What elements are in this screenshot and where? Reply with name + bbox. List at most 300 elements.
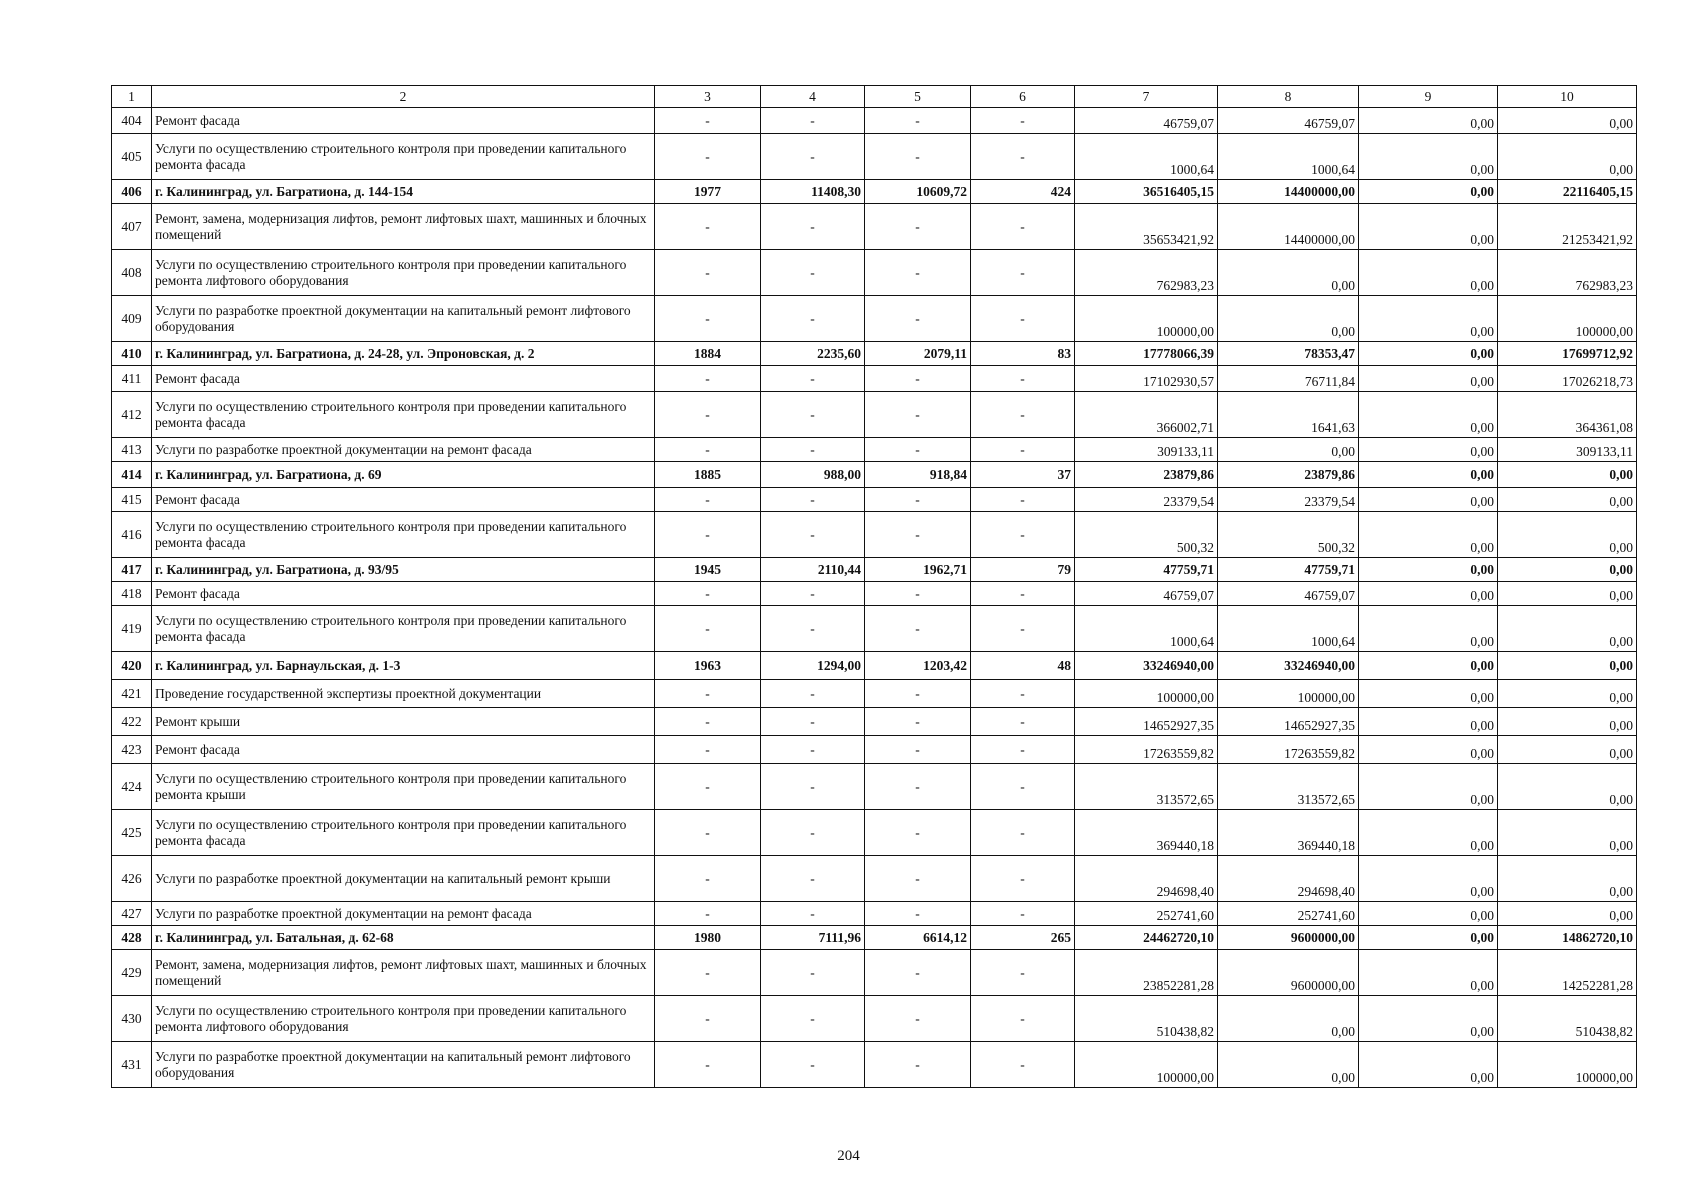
col-8-value: 23879,86 (1218, 462, 1359, 488)
col-4-value: - (761, 512, 865, 558)
col-4-value: - (761, 366, 865, 392)
col-7-value: 1000,64 (1075, 606, 1218, 652)
col-9-value: 0,00 (1359, 296, 1498, 342)
col-6-value: - (971, 1042, 1075, 1088)
row-number: 430 (112, 996, 152, 1042)
address-row (112, 180, 1637, 204)
col-9-value: 0,00 (1359, 134, 1498, 180)
col-5-value: - (865, 204, 971, 250)
col-4-value: - (761, 204, 865, 250)
col-8-value: 0,00 (1218, 996, 1359, 1042)
col-5-value: - (865, 250, 971, 296)
table-row (112, 680, 1637, 708)
row-description: Ремонт, замена, модернизация лифтов, ремонт лифтовых шахт, машинных и блочных помещений (152, 950, 655, 996)
col-10-value: 0,00 (1498, 652, 1637, 680)
col-5-value: - (865, 606, 971, 652)
col-7-value: 17263559,82 (1075, 736, 1218, 764)
col-7-value: 14652927,35 (1075, 708, 1218, 736)
col-10-value: 21253421,92 (1498, 204, 1637, 250)
col-7-value: 46759,07 (1075, 108, 1218, 134)
column-header-6: 6 (971, 86, 1075, 108)
col-5-value: - (865, 764, 971, 810)
col-10-value: 0,00 (1498, 810, 1637, 856)
table-row (112, 392, 1637, 438)
col-9-value: 0,00 (1359, 488, 1498, 512)
col-6-value: - (971, 512, 1075, 558)
col-10-value: 309133,11 (1498, 438, 1637, 462)
row-description: Услуги по разработке проектной документации на капитальный ремонт лифтового оборудования (152, 296, 655, 342)
col-6-value: - (971, 438, 1075, 462)
col-5-value: - (865, 902, 971, 926)
row-description: г. Калининград, ул. Багратиона, д. 144-154 (152, 180, 655, 204)
col-4-value: 988,00 (761, 462, 865, 488)
row-number: 417 (112, 558, 152, 582)
col-5-value: - (865, 680, 971, 708)
col-9-value: 0,00 (1359, 708, 1498, 736)
col-6-value: - (971, 488, 1075, 512)
col-8-value: 46759,07 (1218, 582, 1359, 606)
row-description: г. Калининград, ул. Багратиона, д. 69 (152, 462, 655, 488)
col-8-value: 0,00 (1218, 250, 1359, 296)
col-8-value: 9600000,00 (1218, 926, 1359, 950)
col-8-value: 369440,18 (1218, 810, 1359, 856)
row-number: 407 (112, 204, 152, 250)
col-4-value: - (761, 680, 865, 708)
column-header-4: 4 (761, 86, 865, 108)
row-number: 424 (112, 764, 152, 810)
col-8-value: 14652927,35 (1218, 708, 1359, 736)
col-4-value: 2235,60 (761, 342, 865, 366)
col-4-value: - (761, 996, 865, 1042)
row-description: Услуги по осуществлению строительного контроля при проведении капитального ремонта фасада (152, 392, 655, 438)
col-4-value: 2110,44 (761, 558, 865, 582)
col-6-value: - (971, 764, 1075, 810)
row-number: 421 (112, 680, 152, 708)
col-8-value: 33246940,00 (1218, 652, 1359, 680)
col-10-value: 0,00 (1498, 736, 1637, 764)
col-9-value: 0,00 (1359, 996, 1498, 1042)
row-description: Услуги по осуществлению строительного контроля при проведении капитального ремонта фасада (152, 810, 655, 856)
col-4-value: - (761, 1042, 865, 1088)
address-row (112, 462, 1637, 488)
col-5-value: 918,84 (865, 462, 971, 488)
row-number: 416 (112, 512, 152, 558)
row-description: Ремонт фасада (152, 488, 655, 512)
col-3-value: - (655, 996, 761, 1042)
col-4-value: - (761, 902, 865, 926)
col-7-value: 1000,64 (1075, 134, 1218, 180)
col-8-value: 1000,64 (1218, 606, 1359, 652)
col-10-value: 0,00 (1498, 134, 1637, 180)
col-9-value: 0,00 (1359, 736, 1498, 764)
col-7-value: 309133,11 (1075, 438, 1218, 462)
col-9-value: 0,00 (1359, 652, 1498, 680)
row-number: 411 (112, 366, 152, 392)
col-9-value: 0,00 (1359, 204, 1498, 250)
col-7-value: 35653421,92 (1075, 204, 1218, 250)
col-10-value: 0,00 (1498, 902, 1637, 926)
col-4-value: - (761, 488, 865, 512)
col-10-value: 0,00 (1498, 558, 1637, 582)
col-7-value: 33246940,00 (1075, 652, 1218, 680)
col-3-value: - (655, 606, 761, 652)
col-3-value: 1885 (655, 462, 761, 488)
col-3-value: - (655, 392, 761, 438)
col-3-value: 1884 (655, 342, 761, 366)
col-10-value: 0,00 (1498, 856, 1637, 902)
col-8-value: 14400000,00 (1218, 180, 1359, 204)
col-6-value: - (971, 810, 1075, 856)
col-7-value: 510438,82 (1075, 996, 1218, 1042)
col-7-value: 100000,00 (1075, 680, 1218, 708)
col-3-value: - (655, 708, 761, 736)
col-5-value: - (865, 1042, 971, 1088)
column-header-1: 1 (112, 86, 152, 108)
row-number: 404 (112, 108, 152, 134)
col-5-value: 2079,11 (865, 342, 971, 366)
row-description: Ремонт, замена, модернизация лифтов, ремонт лифтовых шахт, машинных и блочных помещений (152, 204, 655, 250)
col-6-value: - (971, 950, 1075, 996)
col-8-value: 0,00 (1218, 296, 1359, 342)
col-7-value: 252741,60 (1075, 902, 1218, 926)
col-3-value: - (655, 488, 761, 512)
row-number: 408 (112, 250, 152, 296)
row-description: Услуги по осуществлению строительного контроля при проведении капитального ремонта лифтового оборудования (152, 250, 655, 296)
col-3-value: - (655, 680, 761, 708)
col-8-value: 78353,47 (1218, 342, 1359, 366)
table-row (112, 250, 1637, 296)
col-7-value: 47759,71 (1075, 558, 1218, 582)
col-7-value: 24462720,10 (1075, 926, 1218, 950)
col-10-value: 364361,08 (1498, 392, 1637, 438)
col-9-value: 0,00 (1359, 680, 1498, 708)
column-header-10: 10 (1498, 86, 1637, 108)
row-description: г. Калининград, ул. Батальная, д. 62-68 (152, 926, 655, 950)
col-5-value: - (865, 708, 971, 736)
col-9-value: 0,00 (1359, 606, 1498, 652)
col-4-value: - (761, 736, 865, 764)
table-row (112, 950, 1637, 996)
col-3-value: - (655, 108, 761, 134)
col-10-value: 100000,00 (1498, 296, 1637, 342)
col-4-value: 7111,96 (761, 926, 865, 950)
table-row (112, 582, 1637, 606)
col-4-value: - (761, 392, 865, 438)
column-header-8: 8 (1218, 86, 1359, 108)
col-6-value: - (971, 736, 1075, 764)
col-9-value: 0,00 (1359, 1042, 1498, 1088)
col-5-value: - (865, 392, 971, 438)
row-number: 425 (112, 810, 152, 856)
col-10-value: 0,00 (1498, 680, 1637, 708)
col-9-value: 0,00 (1359, 342, 1498, 366)
col-8-value: 252741,60 (1218, 902, 1359, 926)
column-header-7: 7 (1075, 86, 1218, 108)
col-9-value: 0,00 (1359, 856, 1498, 902)
col-6-value: - (971, 296, 1075, 342)
col-6-value: - (971, 680, 1075, 708)
row-description: Услуги по осуществлению строительного контроля при проведении капитального ремонта лифтового оборудования (152, 996, 655, 1042)
row-number: 423 (112, 736, 152, 764)
row-description: Проведение государственной экспертизы проектной документации (152, 680, 655, 708)
col-4-value: - (761, 582, 865, 606)
col-6-value: - (971, 366, 1075, 392)
row-description: Услуги по осуществлению строительного контроля при проведении капитального ремонта фасада (152, 134, 655, 180)
col-6-value: - (971, 996, 1075, 1042)
col-3-value: - (655, 856, 761, 902)
col-6-value: 265 (971, 926, 1075, 950)
col-9-value: 0,00 (1359, 558, 1498, 582)
col-9-value: 0,00 (1359, 950, 1498, 996)
col-9-value: 0,00 (1359, 926, 1498, 950)
row-description: Ремонт крыши (152, 708, 655, 736)
col-9-value: 0,00 (1359, 764, 1498, 810)
col-5-value: - (865, 296, 971, 342)
col-7-value: 17778066,39 (1075, 342, 1218, 366)
col-3-value: - (655, 366, 761, 392)
page-number: 204 (837, 1148, 860, 1164)
column-header-2: 2 (152, 86, 655, 108)
column-header-9: 9 (1359, 86, 1498, 108)
address-row (112, 652, 1637, 680)
col-6-value: - (971, 708, 1075, 736)
col-10-value: 14862720,10 (1498, 926, 1637, 950)
row-number: 413 (112, 438, 152, 462)
row-description: Услуги по осуществлению строительного контроля при проведении капитального ремонта фасада (152, 606, 655, 652)
col-9-value: 0,00 (1359, 902, 1498, 926)
col-7-value: 36516405,15 (1075, 180, 1218, 204)
col-10-value: 0,00 (1498, 582, 1637, 606)
col-5-value: - (865, 438, 971, 462)
col-8-value: 47759,71 (1218, 558, 1359, 582)
col-3-value: - (655, 764, 761, 810)
col-4-value: 11408,30 (761, 180, 865, 204)
row-number: 406 (112, 180, 152, 204)
row-number: 405 (112, 134, 152, 180)
row-description: г. Калининград, ул. Багратиона, д. 93/95 (152, 558, 655, 582)
row-description: г. Калининград, ул. Барнаульская, д. 1-3 (152, 652, 655, 680)
col-10-value: 0,00 (1498, 512, 1637, 558)
col-3-value: - (655, 902, 761, 926)
table-row (112, 108, 1637, 134)
row-description: Услуги по разработке проектной документации на ремонт фасада (152, 438, 655, 462)
col-8-value: 0,00 (1218, 1042, 1359, 1088)
col-3-value: - (655, 204, 761, 250)
col-3-value: - (655, 438, 761, 462)
col-9-value: 0,00 (1359, 250, 1498, 296)
col-8-value: 100000,00 (1218, 680, 1359, 708)
row-number: 409 (112, 296, 152, 342)
col-6-value: - (971, 204, 1075, 250)
col-9-value: 0,00 (1359, 366, 1498, 392)
row-number: 427 (112, 902, 152, 926)
table-row (112, 996, 1637, 1042)
col-9-value: 0,00 (1359, 582, 1498, 606)
row-number: 414 (112, 462, 152, 488)
row-number: 422 (112, 708, 152, 736)
col-5-value: - (865, 134, 971, 180)
col-5-value: - (865, 996, 971, 1042)
col-7-value: 23852281,28 (1075, 950, 1218, 996)
row-description: Услуги по осуществлению строительного контроля при проведении капитального ремонта фасада (152, 512, 655, 558)
row-number: 410 (112, 342, 152, 366)
row-number: 412 (112, 392, 152, 438)
row-number: 418 (112, 582, 152, 606)
col-5-value: - (865, 950, 971, 996)
col-7-value: 313572,65 (1075, 764, 1218, 810)
row-description: Услуги по разработке проектной документации на ремонт фасада (152, 902, 655, 926)
col-8-value: 46759,07 (1218, 108, 1359, 134)
col-6-value: 424 (971, 180, 1075, 204)
col-10-value: 17699712,92 (1498, 342, 1637, 366)
address-row (112, 342, 1637, 366)
col-5-value: - (865, 488, 971, 512)
col-3-value: - (655, 512, 761, 558)
table-row (112, 296, 1637, 342)
col-4-value: - (761, 296, 865, 342)
row-number: 429 (112, 950, 152, 996)
col-8-value: 76711,84 (1218, 366, 1359, 392)
col-3-value: - (655, 296, 761, 342)
table-row (112, 606, 1637, 652)
col-10-value: 0,00 (1498, 108, 1637, 134)
col-9-value: 0,00 (1359, 438, 1498, 462)
col-8-value: 23379,54 (1218, 488, 1359, 512)
table-row (112, 764, 1637, 810)
col-6-value: - (971, 582, 1075, 606)
col-10-value: 510438,82 (1498, 996, 1637, 1042)
col-3-value: 1963 (655, 652, 761, 680)
col-8-value: 0,00 (1218, 438, 1359, 462)
register-table (111, 85, 1637, 1088)
column-header-3: 3 (655, 86, 761, 108)
col-5-value: - (865, 736, 971, 764)
col-9-value: 0,00 (1359, 512, 1498, 558)
col-10-value: 0,00 (1498, 462, 1637, 488)
table-body (112, 108, 1637, 1088)
col-3-value: 1977 (655, 180, 761, 204)
col-10-value: 762983,23 (1498, 250, 1637, 296)
col-6-value: - (971, 250, 1075, 296)
col-4-value: 1294,00 (761, 652, 865, 680)
col-4-value: - (761, 856, 865, 902)
col-10-value: 0,00 (1498, 606, 1637, 652)
row-description: Ремонт фасада (152, 736, 655, 764)
col-10-value: 100000,00 (1498, 1042, 1637, 1088)
col-10-value: 17026218,73 (1498, 366, 1637, 392)
row-description: г. Калининград, ул. Багратиона, д. 24-28, ул. Эпроновская, д. 2 (152, 342, 655, 366)
table-row (112, 856, 1637, 902)
col-8-value: 294698,40 (1218, 856, 1359, 902)
row-description: Ремонт фасада (152, 582, 655, 606)
col-5-value: 1962,71 (865, 558, 971, 582)
col-3-value: - (655, 250, 761, 296)
table-row (112, 902, 1637, 926)
table-row (112, 488, 1637, 512)
col-10-value: 14252281,28 (1498, 950, 1637, 996)
column-number-header-row (112, 86, 1637, 108)
row-description: Услуги по разработке проектной документации на капитальный ремонт лифтового оборудования (152, 1042, 655, 1088)
col-10-value: 0,00 (1498, 764, 1637, 810)
col-4-value: - (761, 108, 865, 134)
col-6-value: 48 (971, 652, 1075, 680)
col-6-value: - (971, 902, 1075, 926)
col-5-value: 6614,12 (865, 926, 971, 950)
col-5-value: - (865, 810, 971, 856)
col-5-value: - (865, 856, 971, 902)
col-7-value: 23379,54 (1075, 488, 1218, 512)
col-3-value: - (655, 134, 761, 180)
col-5-value: - (865, 108, 971, 134)
col-5-value: - (865, 582, 971, 606)
col-4-value: - (761, 134, 865, 180)
address-row (112, 558, 1637, 582)
row-number: 419 (112, 606, 152, 652)
col-9-value: 0,00 (1359, 392, 1498, 438)
col-6-value: - (971, 134, 1075, 180)
col-6-value: - (971, 856, 1075, 902)
table-row (112, 708, 1637, 736)
col-4-value: - (761, 708, 865, 736)
col-7-value: 100000,00 (1075, 296, 1218, 342)
column-header-5: 5 (865, 86, 971, 108)
col-6-value: - (971, 606, 1075, 652)
col-10-value: 22116405,15 (1498, 180, 1637, 204)
col-10-value: 0,00 (1498, 708, 1637, 736)
row-number: 415 (112, 488, 152, 512)
col-4-value: - (761, 810, 865, 856)
col-5-value: - (865, 512, 971, 558)
col-3-value: - (655, 810, 761, 856)
row-description: Ремонт фасада (152, 108, 655, 134)
table-row (112, 736, 1637, 764)
col-9-value: 0,00 (1359, 108, 1498, 134)
col-8-value: 1641,63 (1218, 392, 1359, 438)
table-row (112, 366, 1637, 392)
col-9-value: 0,00 (1359, 180, 1498, 204)
col-3-value: - (655, 1042, 761, 1088)
table-row (112, 1042, 1637, 1088)
col-9-value: 0,00 (1359, 810, 1498, 856)
col-4-value: - (761, 764, 865, 810)
row-number: 431 (112, 1042, 152, 1088)
col-6-value: 37 (971, 462, 1075, 488)
col-4-value: - (761, 250, 865, 296)
col-3-value: 1945 (655, 558, 761, 582)
col-3-value: - (655, 950, 761, 996)
col-4-value: - (761, 950, 865, 996)
table-row (112, 810, 1637, 856)
col-7-value: 369440,18 (1075, 810, 1218, 856)
col-6-value: - (971, 108, 1075, 134)
col-7-value: 500,32 (1075, 512, 1218, 558)
col-5-value: - (865, 366, 971, 392)
table-row (112, 204, 1637, 250)
table-row (112, 438, 1637, 462)
col-8-value: 1000,64 (1218, 134, 1359, 180)
col-8-value: 14400000,00 (1218, 204, 1359, 250)
row-description: Услуги по осуществлению строительного контроля при проведении капитального ремонта крыши (152, 764, 655, 810)
table-row (112, 512, 1637, 558)
row-description: Услуги по разработке проектной документации на капитальный ремонт крыши (152, 856, 655, 902)
col-7-value: 366002,71 (1075, 392, 1218, 438)
col-8-value: 17263559,82 (1218, 736, 1359, 764)
col-7-value: 23879,86 (1075, 462, 1218, 488)
col-6-value: - (971, 392, 1075, 438)
col-5-value: 10609,72 (865, 180, 971, 204)
row-description: Ремонт фасада (152, 366, 655, 392)
col-6-value: 79 (971, 558, 1075, 582)
